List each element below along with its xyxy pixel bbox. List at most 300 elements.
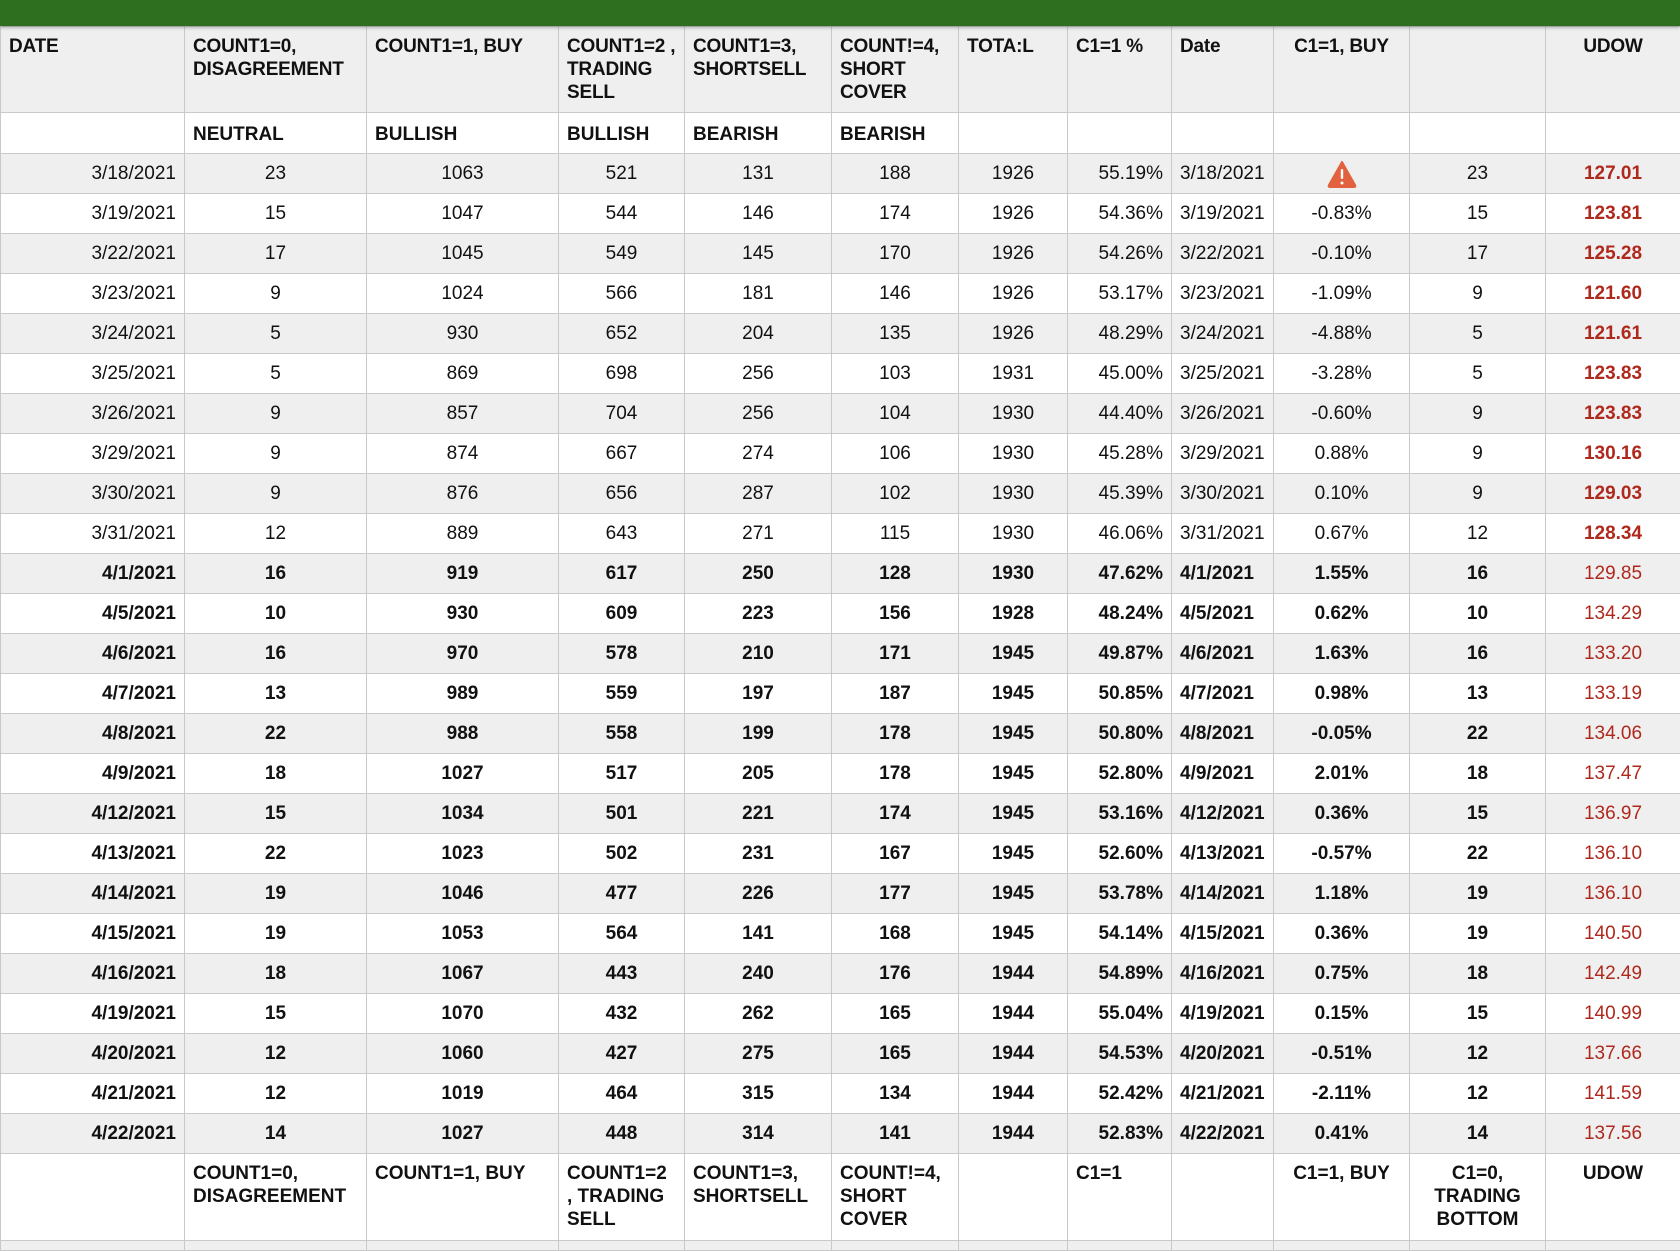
count3-cell[interactable]: 131 bbox=[685, 154, 832, 194]
c1-pct-cell[interactable]: 53.16% bbox=[1068, 794, 1172, 834]
count0-cell[interactable]: 9 bbox=[185, 434, 367, 474]
date2-cell[interactable]: 4/6/2021 bbox=[1172, 634, 1274, 674]
count2-cell[interactable]: 443 bbox=[559, 954, 685, 994]
trading-bottom-cell[interactable]: 15 bbox=[1410, 794, 1546, 834]
count0-cell[interactable]: 22 bbox=[185, 714, 367, 754]
date2-cell[interactable]: 3/24/2021 bbox=[1172, 314, 1274, 354]
date2-cell[interactable]: 3/30/2021 bbox=[1172, 474, 1274, 514]
count3-cell[interactable]: 314 bbox=[685, 1114, 832, 1154]
count1-cell[interactable]: 1045 bbox=[367, 234, 559, 274]
c1-pct-cell[interactable]: 50.85% bbox=[1068, 674, 1172, 714]
date-cell[interactable]: 3/22/2021 bbox=[1, 234, 185, 274]
total-cell[interactable]: 1928 bbox=[959, 594, 1068, 634]
date2-cell[interactable]: 4/8/2021 bbox=[1172, 714, 1274, 754]
count3-cell[interactable]: 197 bbox=[685, 674, 832, 714]
total-cell[interactable]: 1930 bbox=[959, 554, 1068, 594]
date-cell[interactable]: 4/20/2021 bbox=[1, 1034, 185, 1074]
count3-cell[interactable]: 275 bbox=[685, 1034, 832, 1074]
date-cell[interactable]: 4/13/2021 bbox=[1, 834, 185, 874]
cell[interactable] bbox=[185, 1241, 367, 1251]
c1-pct-cell[interactable]: 46.06% bbox=[1068, 514, 1172, 554]
header-blank[interactable] bbox=[1410, 27, 1546, 113]
cell[interactable] bbox=[832, 1241, 959, 1251]
count0-cell[interactable]: 10 bbox=[185, 594, 367, 634]
count1-cell[interactable]: 1070 bbox=[367, 994, 559, 1034]
total-cell[interactable]: 1944 bbox=[959, 1114, 1068, 1154]
trading-bottom-cell[interactable]: 17 bbox=[1410, 234, 1546, 274]
count3-cell[interactable]: 181 bbox=[685, 274, 832, 314]
total-cell[interactable]: 1945 bbox=[959, 714, 1068, 754]
c1-pct-cell[interactable]: 52.83% bbox=[1068, 1114, 1172, 1154]
count0-cell[interactable]: 19 bbox=[185, 874, 367, 914]
date2-cell[interactable]: 4/1/2021 bbox=[1172, 554, 1274, 594]
count4-cell[interactable]: 141 bbox=[832, 1114, 959, 1154]
count4-cell[interactable]: 165 bbox=[832, 1034, 959, 1074]
count4-cell[interactable]: 106 bbox=[832, 434, 959, 474]
trading-bottom-cell[interactable]: 19 bbox=[1410, 914, 1546, 954]
footer-header-count2[interactable]: COUNT1=2 , TRADING SELL bbox=[559, 1154, 685, 1241]
c1-pct-cell[interactable]: 54.36% bbox=[1068, 194, 1172, 234]
trading-bottom-cell[interactable]: 10 bbox=[1410, 594, 1546, 634]
count1-cell[interactable]: 889 bbox=[367, 514, 559, 554]
total-cell[interactable]: 1926 bbox=[959, 314, 1068, 354]
count2-cell[interactable]: 656 bbox=[559, 474, 685, 514]
total-cell[interactable]: 1930 bbox=[959, 394, 1068, 434]
udow-cell[interactable]: 140.50 bbox=[1546, 914, 1680, 954]
date2-cell[interactable]: 4/7/2021 bbox=[1172, 674, 1274, 714]
header-date2[interactable]: Date bbox=[1172, 27, 1274, 113]
count4-cell[interactable]: 156 bbox=[832, 594, 959, 634]
total-cell[interactable]: 1945 bbox=[959, 834, 1068, 874]
total-cell[interactable]: 1926 bbox=[959, 194, 1068, 234]
trading-bottom-cell[interactable]: 5 bbox=[1410, 354, 1546, 394]
date-cell[interactable]: 4/19/2021 bbox=[1, 994, 185, 1034]
trading-bottom-cell[interactable]: 23 bbox=[1410, 154, 1546, 194]
count2-cell[interactable]: 643 bbox=[559, 514, 685, 554]
c1-buy-cell[interactable]: 0.67% bbox=[1274, 514, 1410, 554]
total-cell[interactable]: 1930 bbox=[959, 474, 1068, 514]
count2-cell[interactable]: 559 bbox=[559, 674, 685, 714]
total-cell[interactable]: 1945 bbox=[959, 674, 1068, 714]
date2-cell[interactable]: 4/5/2021 bbox=[1172, 594, 1274, 634]
udow-cell[interactable]: 129.03 bbox=[1546, 474, 1680, 514]
count3-cell[interactable]: 199 bbox=[685, 714, 832, 754]
count0-cell[interactable]: 15 bbox=[185, 994, 367, 1034]
udow-cell[interactable]: 134.29 bbox=[1546, 594, 1680, 634]
date-cell[interactable]: 4/7/2021 bbox=[1, 674, 185, 714]
count2-cell[interactable]: 578 bbox=[559, 634, 685, 674]
date2-cell[interactable]: 4/22/2021 bbox=[1172, 1114, 1274, 1154]
count0-cell[interactable]: 5 bbox=[185, 354, 367, 394]
count0-cell[interactable]: 15 bbox=[185, 794, 367, 834]
date-cell[interactable]: 4/5/2021 bbox=[1, 594, 185, 634]
count0-cell[interactable]: 12 bbox=[185, 1074, 367, 1114]
count2-cell[interactable]: 558 bbox=[559, 714, 685, 754]
count1-cell[interactable]: 1067 bbox=[367, 954, 559, 994]
total-cell[interactable]: 1945 bbox=[959, 794, 1068, 834]
count3-cell[interactable]: 274 bbox=[685, 434, 832, 474]
count1-cell[interactable]: 930 bbox=[367, 314, 559, 354]
count4-cell[interactable]: 177 bbox=[832, 874, 959, 914]
c1-pct-cell[interactable]: 45.28% bbox=[1068, 434, 1172, 474]
footer-header-trading-bottom[interactable]: C1=0, TRADING BOTTOM bbox=[1410, 1154, 1546, 1241]
c1-buy-cell[interactable]: 0.75% bbox=[1274, 954, 1410, 994]
header-count1[interactable]: COUNT1=1, BUY bbox=[367, 27, 559, 113]
count3-cell[interactable]: 223 bbox=[685, 594, 832, 634]
sentiment-cell[interactable]: BEARISH bbox=[832, 113, 959, 154]
c1-pct-cell[interactable]: 53.78% bbox=[1068, 874, 1172, 914]
count4-cell[interactable]: 134 bbox=[832, 1074, 959, 1114]
count3-cell[interactable]: 315 bbox=[685, 1074, 832, 1114]
c1-buy-cell[interactable]: 2.01% bbox=[1274, 754, 1410, 794]
count3-cell[interactable]: 221 bbox=[685, 794, 832, 834]
count2-cell[interactable]: 427 bbox=[559, 1034, 685, 1074]
date-cell[interactable]: 4/16/2021 bbox=[1, 954, 185, 994]
count4-cell[interactable]: 188 bbox=[832, 154, 959, 194]
trading-bottom-cell[interactable]: 12 bbox=[1410, 514, 1546, 554]
c1-pct-cell[interactable]: 52.42% bbox=[1068, 1074, 1172, 1114]
footer-header-count3[interactable]: COUNT1=3, SHORTSELL bbox=[685, 1154, 832, 1241]
cell[interactable] bbox=[959, 1241, 1068, 1251]
udow-cell[interactable]: 129.85 bbox=[1546, 554, 1680, 594]
count3-cell[interactable]: 146 bbox=[685, 194, 832, 234]
c1-buy-cell[interactable]: 0.36% bbox=[1274, 794, 1410, 834]
c1-pct-cell[interactable]: 48.29% bbox=[1068, 314, 1172, 354]
sentiment-cell[interactable] bbox=[1274, 113, 1410, 154]
udow-cell[interactable]: 121.60 bbox=[1546, 274, 1680, 314]
c1-pct-cell[interactable]: 55.04% bbox=[1068, 994, 1172, 1034]
c1-buy-cell[interactable]: 0.62% bbox=[1274, 594, 1410, 634]
count2-cell[interactable]: 448 bbox=[559, 1114, 685, 1154]
c1-buy-cell[interactable] bbox=[1274, 154, 1410, 194]
sentiment-cell[interactable]: BEARISH bbox=[685, 113, 832, 154]
count3-cell[interactable]: 145 bbox=[685, 234, 832, 274]
count0-cell[interactable]: 15 bbox=[185, 194, 367, 234]
count4-cell[interactable]: 102 bbox=[832, 474, 959, 514]
count4-cell[interactable]: 104 bbox=[832, 394, 959, 434]
cell[interactable] bbox=[1410, 1241, 1546, 1251]
count2-cell[interactable]: 698 bbox=[559, 354, 685, 394]
udow-cell[interactable]: 140.99 bbox=[1546, 994, 1680, 1034]
c1-buy-cell[interactable]: 0.41% bbox=[1274, 1114, 1410, 1154]
count4-cell[interactable]: 103 bbox=[832, 354, 959, 394]
udow-cell[interactable]: 123.83 bbox=[1546, 354, 1680, 394]
count2-cell[interactable]: 501 bbox=[559, 794, 685, 834]
total-cell[interactable]: 1926 bbox=[959, 154, 1068, 194]
total-cell[interactable]: 1926 bbox=[959, 234, 1068, 274]
count4-cell[interactable]: 178 bbox=[832, 754, 959, 794]
udow-cell[interactable]: 137.66 bbox=[1546, 1034, 1680, 1074]
date2-cell[interactable]: 4/19/2021 bbox=[1172, 994, 1274, 1034]
date-cell[interactable]: 3/24/2021 bbox=[1, 314, 185, 354]
c1-buy-cell[interactable]: -0.83% bbox=[1274, 194, 1410, 234]
count0-cell[interactable]: 18 bbox=[185, 954, 367, 994]
sentiment-cell[interactable] bbox=[1546, 113, 1680, 154]
date2-cell[interactable]: 3/23/2021 bbox=[1172, 274, 1274, 314]
total-cell[interactable]: 1944 bbox=[959, 1074, 1068, 1114]
cell[interactable] bbox=[1, 1241, 185, 1251]
count4-cell[interactable]: 128 bbox=[832, 554, 959, 594]
sentiment-cell[interactable]: BULLISH bbox=[559, 113, 685, 154]
count4-cell[interactable]: 174 bbox=[832, 794, 959, 834]
count1-cell[interactable]: 988 bbox=[367, 714, 559, 754]
count1-cell[interactable]: 857 bbox=[367, 394, 559, 434]
warning-icon[interactable] bbox=[1327, 160, 1357, 188]
count3-cell[interactable]: 256 bbox=[685, 394, 832, 434]
c1-pct-cell[interactable]: 52.80% bbox=[1068, 754, 1172, 794]
count1-cell[interactable]: 874 bbox=[367, 434, 559, 474]
total-cell[interactable]: 1930 bbox=[959, 434, 1068, 474]
count2-cell[interactable]: 521 bbox=[559, 154, 685, 194]
count0-cell[interactable]: 22 bbox=[185, 834, 367, 874]
count0-cell[interactable]: 5 bbox=[185, 314, 367, 354]
count1-cell[interactable]: 1053 bbox=[367, 914, 559, 954]
header-total[interactable]: TOTA:L bbox=[959, 27, 1068, 113]
c1-buy-cell[interactable]: 0.36% bbox=[1274, 914, 1410, 954]
count3-cell[interactable]: 256 bbox=[685, 354, 832, 394]
sentiment-cell[interactable] bbox=[1068, 113, 1172, 154]
c1-buy-cell[interactable]: -0.60% bbox=[1274, 394, 1410, 434]
trading-bottom-cell[interactable]: 16 bbox=[1410, 554, 1546, 594]
date-cell[interactable]: 4/1/2021 bbox=[1, 554, 185, 594]
count2-cell[interactable]: 432 bbox=[559, 994, 685, 1034]
header-c1-pct[interactable]: C1=1 % bbox=[1068, 27, 1172, 113]
count3-cell[interactable]: 226 bbox=[685, 874, 832, 914]
date2-cell[interactable]: 4/14/2021 bbox=[1172, 874, 1274, 914]
count2-cell[interactable]: 549 bbox=[559, 234, 685, 274]
total-cell[interactable]: 1945 bbox=[959, 874, 1068, 914]
count2-cell[interactable]: 704 bbox=[559, 394, 685, 434]
c1-buy-cell[interactable]: 0.15% bbox=[1274, 994, 1410, 1034]
date2-cell[interactable]: 4/15/2021 bbox=[1172, 914, 1274, 954]
count0-cell[interactable]: 9 bbox=[185, 274, 367, 314]
date2-cell[interactable]: 4/12/2021 bbox=[1172, 794, 1274, 834]
count1-cell[interactable]: 1027 bbox=[367, 754, 559, 794]
total-cell[interactable]: 1930 bbox=[959, 514, 1068, 554]
c1-buy-cell[interactable]: 0.98% bbox=[1274, 674, 1410, 714]
udow-cell[interactable]: 123.83 bbox=[1546, 394, 1680, 434]
count1-cell[interactable]: 1024 bbox=[367, 274, 559, 314]
c1-buy-cell[interactable]: -2.11% bbox=[1274, 1074, 1410, 1114]
udow-cell[interactable]: 136.10 bbox=[1546, 834, 1680, 874]
count0-cell[interactable]: 18 bbox=[185, 754, 367, 794]
c1-pct-cell[interactable]: 45.39% bbox=[1068, 474, 1172, 514]
sentiment-cell[interactable]: BULLISH bbox=[367, 113, 559, 154]
count4-cell[interactable]: 167 bbox=[832, 834, 959, 874]
count4-cell[interactable]: 135 bbox=[832, 314, 959, 354]
udow-cell[interactable]: 130.16 bbox=[1546, 434, 1680, 474]
udow-cell[interactable]: 125.28 bbox=[1546, 234, 1680, 274]
date-cell[interactable]: 3/19/2021 bbox=[1, 194, 185, 234]
count2-cell[interactable]: 566 bbox=[559, 274, 685, 314]
footer-header-count1[interactable]: COUNT1=1, BUY bbox=[367, 1154, 559, 1241]
date-cell[interactable]: 3/31/2021 bbox=[1, 514, 185, 554]
sentiment-cell[interactable] bbox=[1, 113, 185, 154]
trading-bottom-cell[interactable]: 9 bbox=[1410, 274, 1546, 314]
c1-buy-cell[interactable]: -4.88% bbox=[1274, 314, 1410, 354]
trading-bottom-cell[interactable]: 9 bbox=[1410, 394, 1546, 434]
date-cell[interactable]: 4/21/2021 bbox=[1, 1074, 185, 1114]
date2-cell[interactable]: 3/26/2021 bbox=[1172, 394, 1274, 434]
footer-header-cell[interactable] bbox=[1, 1154, 185, 1241]
header-udow[interactable]: UDOW bbox=[1546, 27, 1680, 113]
count2-cell[interactable]: 652 bbox=[559, 314, 685, 354]
c1-buy-cell[interactable]: 0.10% bbox=[1274, 474, 1410, 514]
trading-bottom-cell[interactable]: 15 bbox=[1410, 994, 1546, 1034]
c1-buy-cell[interactable]: -0.05% bbox=[1274, 714, 1410, 754]
count0-cell[interactable]: 12 bbox=[185, 1034, 367, 1074]
c1-buy-cell[interactable]: -0.10% bbox=[1274, 234, 1410, 274]
date2-cell[interactable]: 3/22/2021 bbox=[1172, 234, 1274, 274]
c1-pct-cell[interactable]: 54.26% bbox=[1068, 234, 1172, 274]
count1-cell[interactable]: 1060 bbox=[367, 1034, 559, 1074]
trading-bottom-cell[interactable]: 12 bbox=[1410, 1074, 1546, 1114]
c1-pct-cell[interactable]: 45.00% bbox=[1068, 354, 1172, 394]
count4-cell[interactable]: 178 bbox=[832, 714, 959, 754]
count3-cell[interactable]: 141 bbox=[685, 914, 832, 954]
count4-cell[interactable]: 171 bbox=[832, 634, 959, 674]
cell[interactable] bbox=[559, 1241, 685, 1251]
count1-cell[interactable]: 930 bbox=[367, 594, 559, 634]
footer-header-cell[interactable] bbox=[959, 1154, 1068, 1241]
count3-cell[interactable]: 240 bbox=[685, 954, 832, 994]
count4-cell[interactable]: 176 bbox=[832, 954, 959, 994]
count0-cell[interactable]: 9 bbox=[185, 474, 367, 514]
udow-cell[interactable]: 137.56 bbox=[1546, 1114, 1680, 1154]
total-cell[interactable]: 1944 bbox=[959, 994, 1068, 1034]
date-cell[interactable]: 4/15/2021 bbox=[1, 914, 185, 954]
udow-cell[interactable]: 137.47 bbox=[1546, 754, 1680, 794]
count3-cell[interactable]: 287 bbox=[685, 474, 832, 514]
date2-cell[interactable]: 4/21/2021 bbox=[1172, 1074, 1274, 1114]
date-cell[interactable]: 4/8/2021 bbox=[1, 714, 185, 754]
c1-pct-cell[interactable]: 44.40% bbox=[1068, 394, 1172, 434]
footer-header-count4[interactable]: COUNT!=4, SHORT COVER bbox=[832, 1154, 959, 1241]
count0-cell[interactable]: 23 bbox=[185, 154, 367, 194]
udow-cell[interactable]: 141.59 bbox=[1546, 1074, 1680, 1114]
total-cell[interactable]: 1931 bbox=[959, 354, 1068, 394]
date2-cell[interactable]: 4/16/2021 bbox=[1172, 954, 1274, 994]
count2-cell[interactable]: 464 bbox=[559, 1074, 685, 1114]
c1-buy-cell[interactable]: 0.88% bbox=[1274, 434, 1410, 474]
count0-cell[interactable]: 9 bbox=[185, 394, 367, 434]
cell[interactable] bbox=[1274, 1241, 1410, 1251]
count1-cell[interactable]: 989 bbox=[367, 674, 559, 714]
count1-cell[interactable]: 970 bbox=[367, 634, 559, 674]
udow-cell[interactable]: 121.61 bbox=[1546, 314, 1680, 354]
count2-cell[interactable]: 609 bbox=[559, 594, 685, 634]
c1-pct-cell[interactable]: 47.62% bbox=[1068, 554, 1172, 594]
date2-cell[interactable]: 4/13/2021 bbox=[1172, 834, 1274, 874]
count4-cell[interactable]: 168 bbox=[832, 914, 959, 954]
udow-cell[interactable]: 133.19 bbox=[1546, 674, 1680, 714]
footer-header-c1-buy[interactable]: C1=1, BUY bbox=[1274, 1154, 1410, 1241]
header-count3[interactable]: COUNT1=3, SHORTSELL bbox=[685, 27, 832, 113]
trading-bottom-cell[interactable]: 19 bbox=[1410, 874, 1546, 914]
count2-cell[interactable]: 617 bbox=[559, 554, 685, 594]
count3-cell[interactable]: 204 bbox=[685, 314, 832, 354]
count0-cell[interactable]: 13 bbox=[185, 674, 367, 714]
trading-bottom-cell[interactable]: 14 bbox=[1410, 1114, 1546, 1154]
count0-cell[interactable]: 16 bbox=[185, 554, 367, 594]
total-cell[interactable]: 1944 bbox=[959, 1034, 1068, 1074]
c1-buy-cell[interactable]: 1.63% bbox=[1274, 634, 1410, 674]
date2-cell[interactable]: 4/9/2021 bbox=[1172, 754, 1274, 794]
udow-cell[interactable]: 134.06 bbox=[1546, 714, 1680, 754]
cell[interactable] bbox=[1546, 1241, 1680, 1251]
date-cell[interactable]: 4/6/2021 bbox=[1, 634, 185, 674]
sentiment-cell[interactable] bbox=[1172, 113, 1274, 154]
trading-bottom-cell[interactable]: 15 bbox=[1410, 194, 1546, 234]
udow-cell[interactable]: 133.20 bbox=[1546, 634, 1680, 674]
total-cell[interactable]: 1944 bbox=[959, 954, 1068, 994]
total-cell[interactable]: 1945 bbox=[959, 914, 1068, 954]
trading-bottom-cell[interactable]: 13 bbox=[1410, 674, 1546, 714]
header-count0[interactable]: COUNT1=0, DISAGREEMENT bbox=[185, 27, 367, 113]
footer-header-cell[interactable] bbox=[1172, 1154, 1274, 1241]
c1-pct-cell[interactable]: 55.19% bbox=[1068, 154, 1172, 194]
count1-cell[interactable]: 1019 bbox=[367, 1074, 559, 1114]
count1-cell[interactable]: 919 bbox=[367, 554, 559, 594]
header-count4[interactable]: COUNT!=4, SHORT COVER bbox=[832, 27, 959, 113]
count3-cell[interactable]: 271 bbox=[685, 514, 832, 554]
trading-bottom-cell[interactable]: 22 bbox=[1410, 714, 1546, 754]
trading-bottom-cell[interactable]: 12 bbox=[1410, 1034, 1546, 1074]
trading-bottom-cell[interactable]: 9 bbox=[1410, 434, 1546, 474]
count2-cell[interactable]: 667 bbox=[559, 434, 685, 474]
trading-bottom-cell[interactable]: 9 bbox=[1410, 474, 1546, 514]
count2-cell[interactable]: 502 bbox=[559, 834, 685, 874]
footer-header-c1[interactable]: C1=1 bbox=[1068, 1154, 1172, 1241]
c1-pct-cell[interactable]: 49.87% bbox=[1068, 634, 1172, 674]
date-cell[interactable]: 4/22/2021 bbox=[1, 1114, 185, 1154]
date-cell[interactable]: 3/18/2021 bbox=[1, 154, 185, 194]
c1-pct-cell[interactable]: 54.14% bbox=[1068, 914, 1172, 954]
sentiment-cell[interactable] bbox=[959, 113, 1068, 154]
count3-cell[interactable]: 262 bbox=[685, 994, 832, 1034]
count0-cell[interactable]: 16 bbox=[185, 634, 367, 674]
total-cell[interactable]: 1945 bbox=[959, 754, 1068, 794]
c1-buy-cell[interactable]: -1.09% bbox=[1274, 274, 1410, 314]
trading-bottom-cell[interactable]: 16 bbox=[1410, 634, 1546, 674]
count2-cell[interactable]: 564 bbox=[559, 914, 685, 954]
c1-pct-cell[interactable]: 50.80% bbox=[1068, 714, 1172, 754]
count3-cell[interactable]: 250 bbox=[685, 554, 832, 594]
sentiment-cell[interactable]: NEUTRAL bbox=[185, 113, 367, 154]
count0-cell[interactable]: 19 bbox=[185, 914, 367, 954]
cell[interactable] bbox=[1068, 1241, 1172, 1251]
count1-cell[interactable]: 1047 bbox=[367, 194, 559, 234]
count1-cell[interactable]: 1063 bbox=[367, 154, 559, 194]
cell[interactable] bbox=[685, 1241, 832, 1251]
date-cell[interactable]: 3/30/2021 bbox=[1, 474, 185, 514]
count1-cell[interactable]: 1027 bbox=[367, 1114, 559, 1154]
c1-buy-cell[interactable]: 1.55% bbox=[1274, 554, 1410, 594]
udow-cell[interactable]: 123.81 bbox=[1546, 194, 1680, 234]
total-cell[interactable]: 1945 bbox=[959, 634, 1068, 674]
count0-cell[interactable]: 12 bbox=[185, 514, 367, 554]
count1-cell[interactable]: 1046 bbox=[367, 874, 559, 914]
count3-cell[interactable]: 231 bbox=[685, 834, 832, 874]
count1-cell[interactable]: 869 bbox=[367, 354, 559, 394]
header-date[interactable]: DATE bbox=[1, 27, 185, 113]
udow-cell[interactable]: 142.49 bbox=[1546, 954, 1680, 994]
count4-cell[interactable]: 115 bbox=[832, 514, 959, 554]
trading-bottom-cell[interactable]: 22 bbox=[1410, 834, 1546, 874]
trading-bottom-cell[interactable]: 5 bbox=[1410, 314, 1546, 354]
date-cell[interactable]: 3/23/2021 bbox=[1, 274, 185, 314]
date-cell[interactable]: 4/14/2021 bbox=[1, 874, 185, 914]
